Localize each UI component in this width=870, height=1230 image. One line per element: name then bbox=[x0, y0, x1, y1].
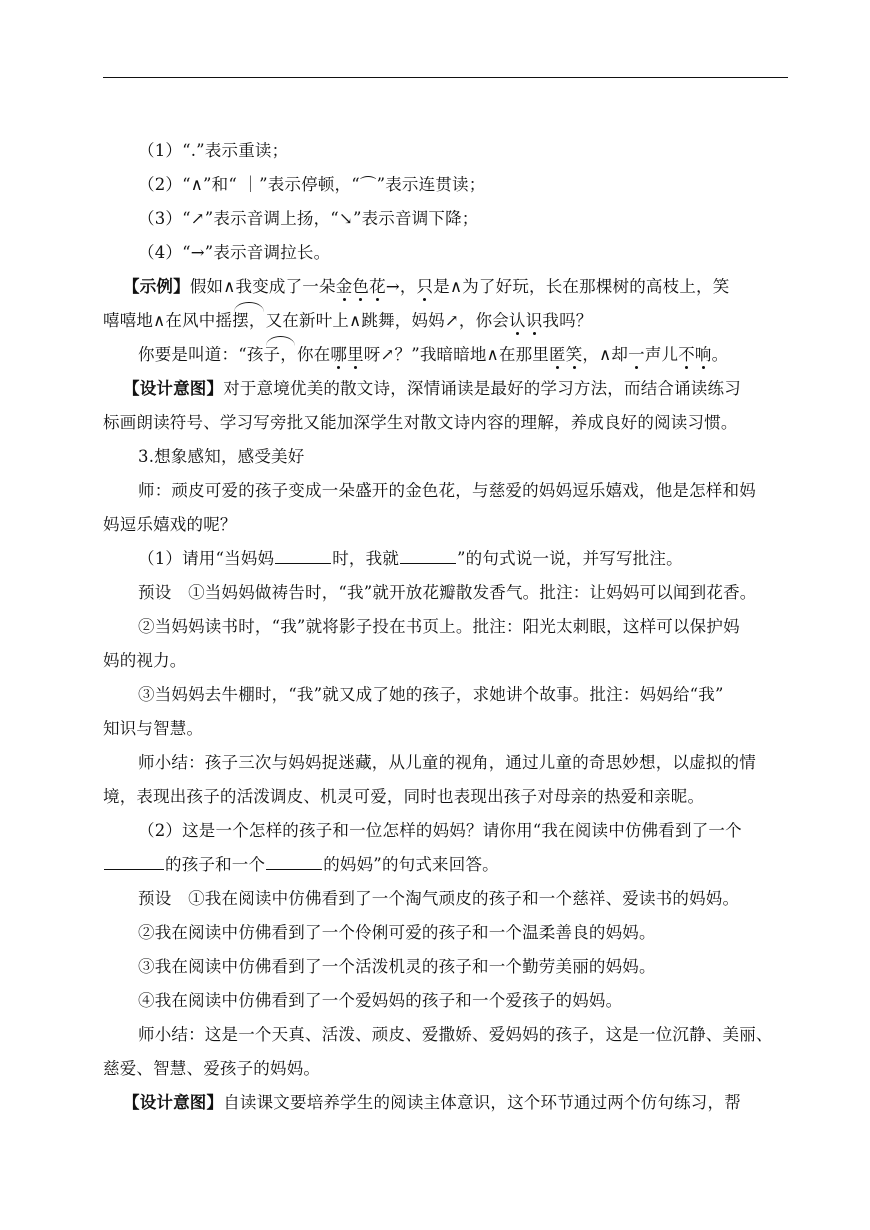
design-intent-1-line-1: 【设计意图】对于意境优美的散文诗，深情诵读是最好的学习方法，而结合诵读练习 bbox=[123, 379, 741, 398]
summary-2-line-2: 慈爱、智慧、爱孩子的妈妈。 bbox=[103, 1059, 321, 1078]
design-intent-2-line-1: 【设计意图】自读课文要培养学生的阅读主体意识，这个环节通过两个仿句练习，帮 bbox=[123, 1093, 741, 1112]
summary-1-line-1: 师小结：孩子三次与妈妈捉迷藏，从儿童的视角，通过儿童的奇思妙想，以虚拟的情 bbox=[138, 753, 756, 772]
stress-mark: 哪 bbox=[330, 338, 347, 372]
stress-mark: 一 bbox=[628, 338, 645, 372]
fill-blank bbox=[266, 853, 322, 870]
example-tag: 【示例】 bbox=[123, 277, 190, 296]
stress-mark: 认 bbox=[509, 304, 526, 338]
stress-mark: 不 bbox=[678, 338, 695, 372]
answer-2-line-2: 妈的视力。 bbox=[103, 651, 187, 670]
stress-mark: 识 bbox=[526, 304, 543, 338]
legend-item-1: （1）“.”表示重读； bbox=[138, 141, 289, 160]
fill-blank bbox=[104, 853, 164, 870]
header-rule bbox=[103, 77, 788, 78]
legend-item-4: （4）“→”表示音调拉长。 bbox=[138, 243, 331, 262]
stress-mark: 只 bbox=[417, 270, 434, 304]
example-line-3: 你要是叫道：“孩子，你在哪里呀↗？”我暗暗地∧在那里匿笑，∧却一声儿不响。 bbox=[103, 338, 788, 372]
document-body bbox=[103, 134, 788, 1120]
answer-3-line-1: ③当妈妈去牛棚时，“我”就又成了她的孩子，求她讲个故事。批注：妈妈给“我” bbox=[138, 685, 724, 704]
stress-mark: 响 bbox=[695, 338, 712, 372]
answer-3-line-2: 知识与智慧。 bbox=[103, 719, 204, 738]
fill-blank bbox=[400, 547, 456, 564]
design-intent-tag: 【设计意图】 bbox=[123, 379, 224, 398]
answer-1: 预设 ①当妈妈做祷告时，“我”就开放花瓣散发香气。批注：让妈妈可以闻到花香。 bbox=[138, 583, 757, 602]
stress-mark: 匿 bbox=[549, 338, 566, 372]
fill-blank bbox=[275, 547, 331, 564]
prompt-2-line-2: 的孩子和一个 的妈妈”的句式来回答。 bbox=[103, 848, 788, 882]
stress-mark: 色 bbox=[352, 270, 369, 304]
legend-item-3: （3）“↗”表示音调上扬，“↘”表示音调下降； bbox=[138, 209, 479, 228]
section-title: 3.想象感知，感受美好 bbox=[138, 447, 305, 466]
stress-mark: 花 bbox=[369, 270, 386, 304]
answer-b2: ②我在阅读中仿佛看到了一个伶俐可爱的孩子和一个温柔善良的妈妈。 bbox=[138, 923, 656, 942]
liaison-mark: 摆， bbox=[232, 304, 265, 338]
answer-2-line-1: ②当妈妈读书时，“我”就将影子投在书页上。批注：阳光太刺眼，这样可以保护妈 bbox=[138, 617, 740, 636]
prompt-1: （1）请用“当妈妈 时，我就 ”的句式说一说，并写写批注。 bbox=[138, 549, 683, 568]
prompt-2-line-1: （2）这是一个怎样的孩子和一位怎样的妈妈？请你用“我在阅读中仿佛看到了一个 bbox=[138, 821, 742, 840]
teacher-question-line-2: 妈逗乐嬉戏的呢？ bbox=[103, 515, 237, 534]
design-intent-1-line-2: 标画朗读符号、学习写旁批又能加深学生对散文诗内容的理解，养成良好的阅读习惯。 bbox=[103, 413, 738, 432]
answer-b4: ④我在阅读中仿佛看到了一个爱妈妈的孩子和一个爱孩子的妈妈。 bbox=[138, 991, 623, 1010]
legend-item-2: （2）“∧”和“ ｜”表示停顿，“⌒”表示连贯读； bbox=[138, 175, 486, 194]
example-line-1: 【示例】假如∧我变成了一朵金色花→，只是∧为了好玩，长在那棵树的高枝上，笑 bbox=[103, 270, 788, 304]
answer-b1: 预设 ①我在阅读中仿佛看到了一个淘气顽皮的孩子和一个慈祥、爱读书的妈妈。 bbox=[138, 889, 740, 908]
summary-1-line-2: 境，表现出孩子的活泼调皮、机灵可爱，同时也表现出孩子对母亲的热爱和亲昵。 bbox=[103, 787, 705, 806]
stress-mark: 笑 bbox=[566, 338, 583, 372]
teacher-question-line-1: 师：顽皮可爱的孩子变成一朵盛开的金色花，与慈爱的妈妈逗乐嬉戏，他是怎样和妈 bbox=[138, 481, 756, 500]
answer-b3: ③我在阅读中仿佛看到了一个活泼机灵的孩子和一个勤劳美丽的妈妈。 bbox=[138, 957, 656, 976]
summary-2-line-1: 师小结：这是一个天真、活泼、顽皮、爱撒娇、爱妈妈的孩子，这是一位沉静、美丽、 bbox=[138, 1025, 773, 1044]
liaison-mark: 子， bbox=[264, 338, 297, 372]
design-intent-tag: 【设计意图】 bbox=[123, 1093, 224, 1112]
stress-mark: 金 bbox=[336, 270, 353, 304]
example-line-2: 嘻嘻地∧在风中摇摆，又在新叶上∧跳舞，妈妈↗，你会认识我吗？ bbox=[103, 304, 788, 338]
stress-mark: 里 bbox=[347, 338, 364, 372]
